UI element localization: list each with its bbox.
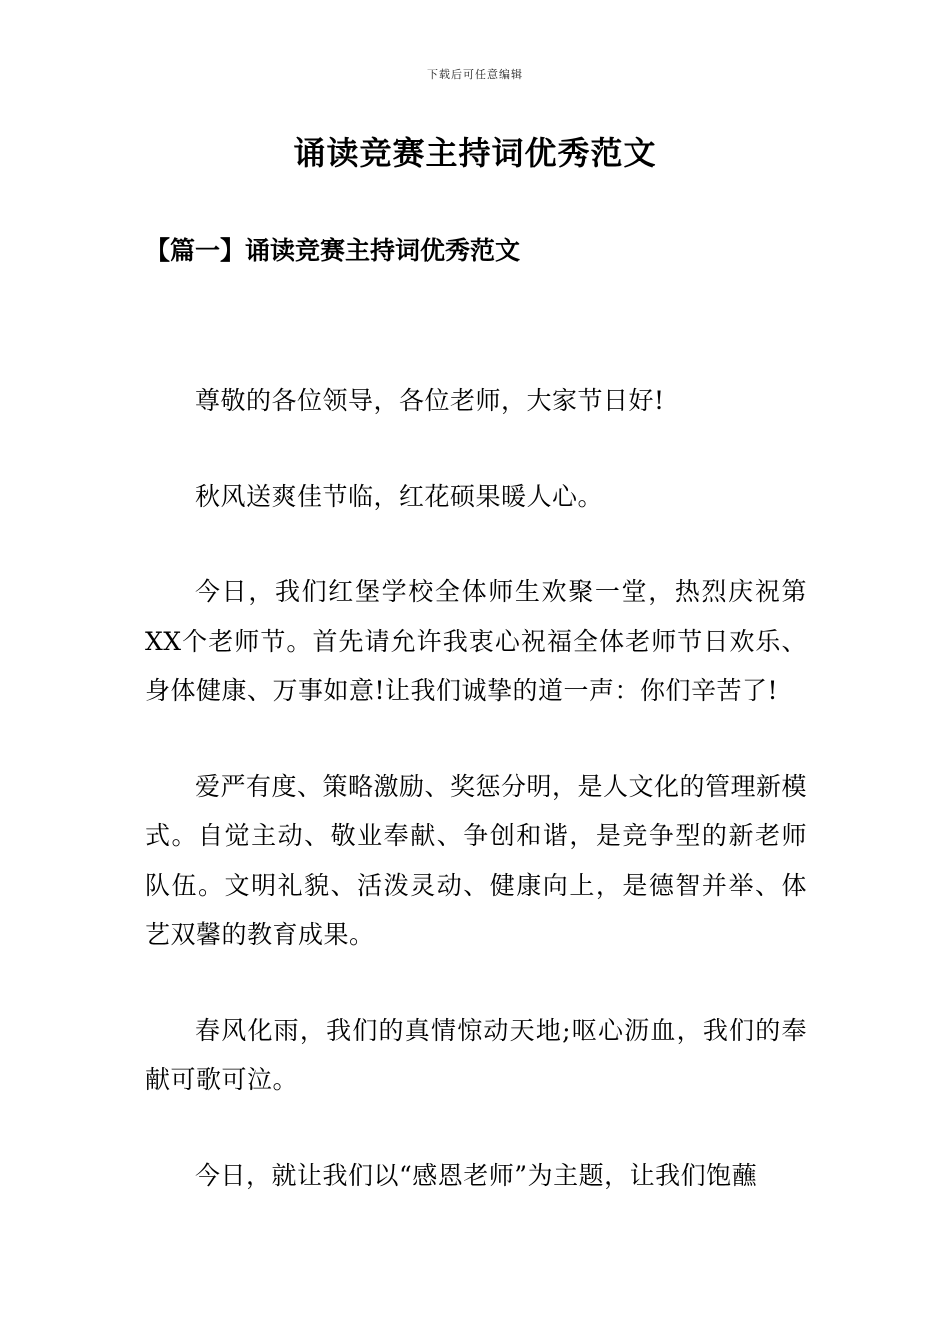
paragraph-greeting: 尊敬的各位领导，各位老师，大家节日好! (195, 386, 665, 415)
paragraph-dedication: 春风化雨，我们的真情惊动天地;呕心沥血，我们的奉献可歌可泣。 (145, 1015, 807, 1094)
paragraph-autumn: 秋风送爽佳节临，红花硕果暖人心。 (195, 481, 604, 511)
document-body (145, 376, 807, 1246)
section-heading: 【篇一】诵读竞赛主持词优秀范文 (145, 236, 521, 265)
header-note: 下载后可任意编辑 (427, 68, 523, 81)
paragraph-celebration: 今日，我们红堡学校全体师生欢聚一堂，热烈庆祝第XX个老师节。首先请允许我衷心祝福全体老师节日欢乐、身体健康、万事如意!让我们诚挚的道一声：你们辛苦了! (145, 577, 807, 705)
paragraph-achievements: 爱严有度、策略激励、奖惩分明，是人文化的管理新模式。自觉主动、敬业奉献、争创和谐，是竞争型的新老师队伍。文明礼貌、活泼灵动、健康向上，是德智并举、体艺双馨的教育成果。 (145, 771, 808, 949)
document-title: 诵读竞赛主持词优秀范文 (293, 134, 657, 172)
paragraph-theme: 今日，就让我们以“感恩老师”为主题，让我们饱蘸 (195, 1160, 758, 1190)
